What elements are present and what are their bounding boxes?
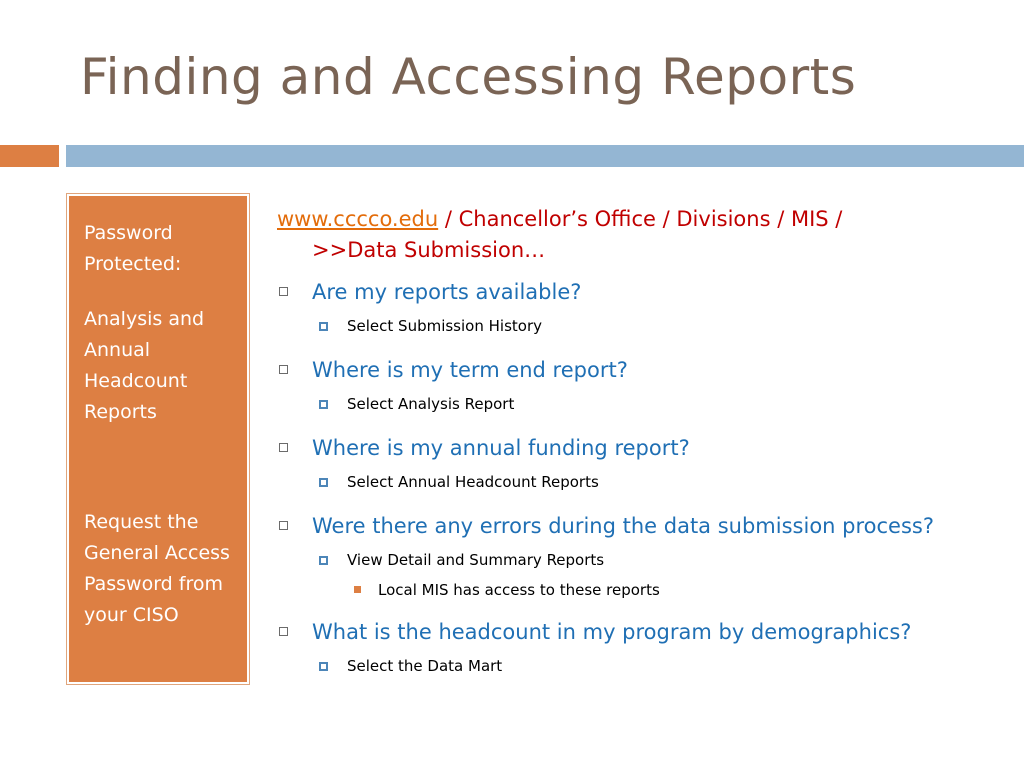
sub-item-text: Select the Data Mart [347,657,503,675]
square-bullet-icon [319,478,328,487]
question-item [277,433,1007,464]
square-bullet-icon [319,322,328,331]
sub-sub-item [277,580,1007,600]
square-bullet-icon [319,662,328,671]
sidebar-text-request: Request the General Access Password from your CISO [84,511,230,626]
sub-item [277,394,1007,414]
accent-bar-blue [66,145,1024,167]
hollow-square-bullet-icon [279,287,288,296]
accent-bar-orange [0,145,59,167]
cccco-link[interactable]: www.cccco.edu [277,207,439,231]
sub-item-text: Select Annual Headcount Reports [347,473,599,491]
question-text: Where is my term end report? [312,358,628,382]
hollow-square-bullet-icon [279,521,288,530]
hollow-square-bullet-icon [279,443,288,452]
square-bullet-icon [319,556,328,565]
path-text: / Chancellor’s Office / Divisions / MIS / [438,207,843,231]
path-line [277,204,1007,235]
sub-item [277,550,1007,570]
path-continuation: >>Data Submission… [312,238,546,262]
question-text: Are my reports available? [312,280,582,304]
sidebar-text-password: Password Protected: [84,222,182,275]
sidebar-text-reports: Analysis and Annual Headcount Reports [84,308,205,423]
hollow-square-bullet-icon [279,365,288,374]
question-item [277,617,1007,648]
hollow-square-bullet-icon [279,627,288,636]
question-item [277,277,1007,308]
sidebar-box [69,196,247,682]
sub-item [277,316,1007,336]
filled-square-bullet-icon [354,586,361,593]
sub-item-text: View Detail and Summary Reports [347,551,605,569]
sub-item [277,472,1007,492]
sub-item-text: Select Analysis Report [347,395,515,413]
question-text: What is the headcount in my program by demographics? [312,620,912,644]
question-item [277,511,1007,542]
sub-item [277,656,1007,676]
content-list [277,204,1007,695]
sub-item-text: Select Submission History [347,317,542,335]
sub-sub-item-text: Local MIS has access to these reports [378,581,660,599]
question-item [277,355,1007,386]
question-text: Were there any errors during the data submission process? [312,514,934,538]
slide-title: Finding and Accessing Reports [80,48,857,106]
square-bullet-icon [319,400,328,409]
question-text: Where is my annual funding report? [312,436,690,460]
